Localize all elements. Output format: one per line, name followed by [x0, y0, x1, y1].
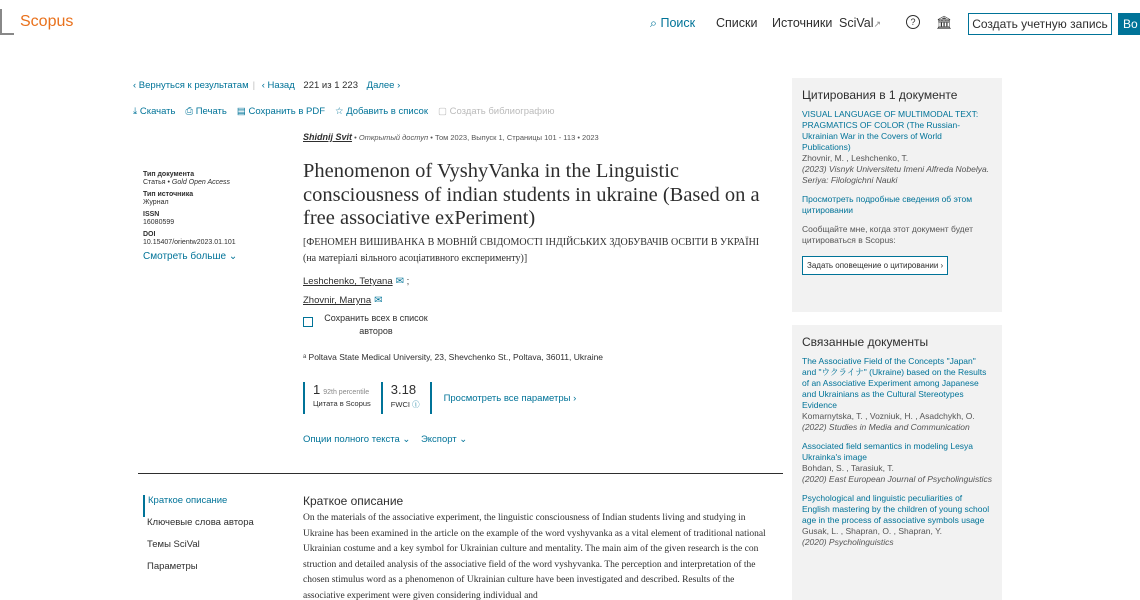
- prev-link[interactable]: ‹ Назад: [261, 80, 295, 91]
- search-icon: ⌕: [650, 16, 658, 30]
- help-icon[interactable]: ?: [906, 15, 920, 29]
- citation-metric[interactable]: [303, 382, 371, 414]
- journal-year: 2023: [582, 133, 599, 142]
- chevron-down-icon: ⌄: [459, 434, 468, 445]
- issn-value: 16080599: [143, 219, 175, 226]
- save-authors-button[interactable]: [303, 312, 431, 338]
- download-icon: ⤓: [133, 106, 138, 117]
- fwci-label: FWCI: [390, 400, 410, 409]
- citations-heading: Цитирования в 1 документе: [802, 88, 958, 102]
- abstract-heading: Краткое описание: [303, 494, 404, 508]
- fulltext-options-button[interactable]: Опции полного текста ⌄: [303, 434, 411, 445]
- author-link[interactable]: Zhovnir, Maryna: [303, 295, 372, 306]
- section-nav-topics[interactable]: Темы SciVal: [147, 539, 200, 550]
- section-nav-keywords[interactable]: Ключевые слова автора: [147, 517, 254, 528]
- source-type-label: Тип источника: [143, 191, 194, 198]
- related-doc-authors: Gusak, L. , Shapran, O. , Shapran, Y.: [802, 526, 943, 536]
- article-title: Phenomenon of VyshyVanka in the Linguistic consciousness of indian students in ukraine (Based on a free associative exPeriment): [303, 160, 760, 229]
- search-nav[interactable]: [650, 16, 695, 31]
- doi-label: DOI: [143, 231, 156, 238]
- related-doc-title[interactable]: The Associative Field of the Concepts "Japan" and "ウクライナ" (Ukraine) based on the Results of an Associative Experiment among Japanese and Ukrainians as the Cultural Stereotypes Evidence: [802, 356, 987, 410]
- issn-label: ISSN: [143, 211, 160, 218]
- metrics-bar: [303, 382, 576, 414]
- chevron-down-icon: ⌄: [402, 434, 411, 445]
- citation-details-link[interactable]: Просмотреть подробные сведения об этом цитировании: [802, 194, 973, 215]
- doi-value: 10.15407/orientw2023.01.101: [143, 239, 236, 246]
- email-icon[interactable]: ✉: [395, 276, 405, 287]
- citations-panel: [792, 78, 1002, 312]
- doctype-label: Тип документа: [143, 171, 195, 178]
- section-nav: [143, 495, 254, 583]
- download-button[interactable]: ⤓ Скачать: [133, 106, 176, 117]
- search-label: Поиск: [660, 16, 696, 30]
- star-icon: ☆: [335, 106, 344, 117]
- fwci-metric[interactable]: [381, 382, 420, 414]
- citation-label: Цитата в Scopus: [313, 399, 371, 408]
- save-list-icon: [303, 317, 313, 327]
- email-icon[interactable]: ✉: [374, 295, 383, 306]
- result-position: 221 из 1 223: [303, 80, 358, 91]
- section-nav-abstract[interactable]: Краткое описание: [143, 495, 254, 517]
- volume-info: Том 2023, Выпуск 1, Страницы 101 - 113: [434, 133, 576, 142]
- document-actions: [133, 106, 555, 117]
- info-icon: ⓘ: [412, 400, 420, 409]
- citation-alert-button[interactable]: Задать оповещение о цитировании ›: [802, 256, 948, 275]
- fwci-value: 3.18: [390, 382, 417, 397]
- lists-nav[interactable]: Списки: [716, 16, 758, 30]
- author-row-1: Leshchenko, Tetyana ✉ ;: [303, 276, 410, 287]
- create-bibliography-button[interactable]: ▢ Создать библиографию: [438, 106, 555, 117]
- related-documents-panel: [792, 325, 1002, 600]
- add-to-list-button[interactable]: ☆ Добавить в список: [335, 106, 428, 117]
- scival-nav[interactable]: [839, 16, 881, 30]
- external-link-icon: ↗: [873, 19, 882, 29]
- related-doc-title[interactable]: Associated field semantics in modeling Lesya Ukrainka's image: [802, 441, 974, 462]
- author-row-2: [303, 295, 383, 306]
- section-nav-metrics[interactable]: Параметры: [147, 561, 198, 572]
- next-link[interactable]: Далее ›: [366, 80, 401, 91]
- metrics-divider: [430, 382, 440, 414]
- related-doc-authors: Komarnytska, T. , Vozniuk, H. , Asadchykh, O.: [802, 411, 975, 421]
- affiliation: ᵃ Poltava State Medical University, 23, Shevchenko St., Poltava, 36011, Ukraine: [303, 352, 604, 362]
- chevron-down-icon: ⌄: [228, 251, 238, 262]
- signin-button[interactable]: Во: [1118, 13, 1140, 35]
- scival-label: SciVal: [839, 16, 874, 30]
- create-account-button[interactable]: Создать учетную запись: [968, 13, 1112, 35]
- citing-doc-authors: Zhovnir, M. , Leshchenko, T.: [802, 153, 909, 163]
- notify-text: Сообщайте мне, когда этот документ будет цитироваться в Scopus:: [802, 224, 973, 245]
- journal-name-link[interactable]: Shidnij Svit: [303, 132, 353, 142]
- sources-nav[interactable]: Источники: [772, 16, 833, 30]
- article-subtitle: [ФЕНОМЕН ВИШИВАНКА В МОВНІЙ СВІДОМОСТІ ІНДІЙСЬКИХ ЗДОБУВАЧІВ ОСВІТИ В УКРАЇНІ (на матеріалі вільного асоціативного експерименту)]: [303, 237, 760, 264]
- print-button[interactable]: ⎙ Печать: [185, 106, 227, 117]
- abstract-text: On the materials of the associative experiment, the linguistic consciousness of Indian students living and studying in Ukraine has been examined in the article on the example of the word vyshyvanka as a vital element of traditional national Ukrainian costume and a key symbol for Ukrainian culture and mentality. The main aim of the given research is the con struction and detailed analysis of the associative field of the word vyshyvanka. The perception and interpretation of the chosen stimulus word as a phenomenon of Ukrainian culture have been investigated and described. Results of the associative experiment were given considering individual and: [303, 513, 766, 600]
- author-link[interactable]: Leshchenko, Tetyana: [303, 276, 393, 287]
- source-type-value: Журнал: [143, 199, 169, 206]
- open-access-label: Открытый доступ: [358, 133, 429, 142]
- export-button[interactable]: Экспорт ⌄: [420, 434, 468, 445]
- logo-text: Scopus: [20, 13, 74, 30]
- pdf-icon: ▤: [236, 106, 246, 117]
- view-all-metrics-link[interactable]: Просмотреть все параметры ›: [443, 392, 577, 404]
- related-doc-source: (2020) Psycholinguistics: [802, 537, 894, 547]
- institution-icon[interactable]: 🏛: [936, 15, 953, 30]
- elsevier-tree-icon: [0, 9, 14, 35]
- related-heading: Связанные документы: [802, 335, 929, 349]
- related-doc-authors: Bohdan, S. , Tarasiuk, T.: [802, 463, 894, 473]
- bibliography-icon: ▢: [438, 106, 447, 117]
- doctype-value: Статья • Gold Open Access: [143, 179, 231, 186]
- print-icon: ⎙: [185, 106, 194, 117]
- back-to-results-link[interactable]: ‹ Вернуться к результатам: [133, 80, 249, 91]
- document-metadata: [143, 168, 283, 262]
- citing-doc-source: (2023) Visnyk Universitetu Imeni Alfreda Nobelya. Seriya: Filologichni Nauki: [802, 164, 990, 185]
- related-doc-source: (2022) Studies in Media and Communication: [802, 422, 970, 432]
- citation-count: 1: [313, 382, 321, 397]
- section-divider: [138, 473, 783, 474]
- top-header: [0, 0, 1140, 48]
- result-navigation: ‹ Вернуться к результатам | ‹ Назад 221 из 1 223 Далее ›: [133, 80, 401, 91]
- fulltext-options: [303, 434, 467, 445]
- scopus-logo[interactable]: [0, 8, 73, 36]
- related-doc-source: (2020) East European Journal of Psycholinguistics: [802, 474, 992, 484]
- citing-doc-title[interactable]: VISUAL LANGUAGE OF MULTIMODAL TEXT: PRAGMATICS OF COLOR (The Russian-Ukrainian War in the Covers of World Publications): [802, 109, 979, 152]
- related-doc-title[interactable]: Psychological and linguistic peculiarities of English mastering by the children of young school age in the process of associative symbols usage: [802, 493, 990, 525]
- save-pdf-button[interactable]: ▤ Сохранить в PDF: [236, 106, 326, 117]
- see-more-link[interactable]: Смотреть больше ⌄: [143, 251, 238, 262]
- save-authors-label: Сохранить всех в список авторов: [324, 313, 428, 336]
- journal-line: Shidnij Svit • Открытый доступ • Том 2023, Выпуск 1, Страницы 101 - 113 • 2023: [303, 132, 599, 142]
- percentile: 92th percentile: [323, 389, 370, 396]
